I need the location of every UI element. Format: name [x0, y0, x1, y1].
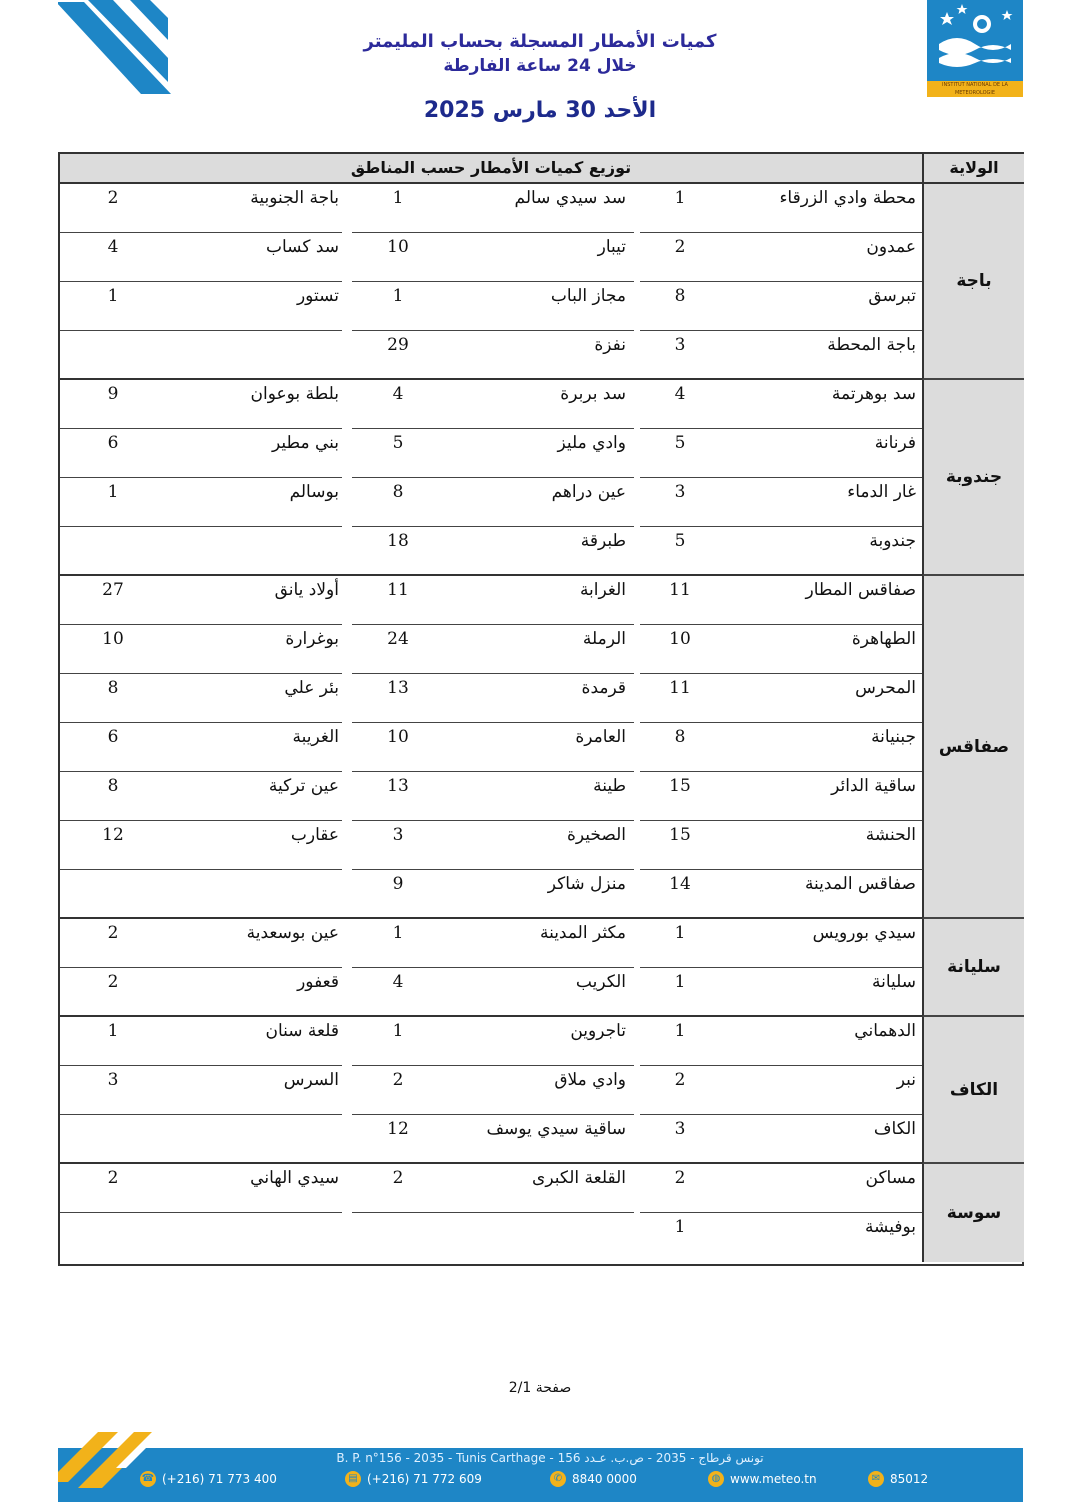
- rainfall-value: 8: [674, 727, 686, 747]
- table-header-wilaya: الولاية: [922, 154, 1024, 184]
- rainfall-value: 2: [107, 972, 119, 992]
- rainfall-value: 2: [674, 1168, 686, 1188]
- station-name: عقارب: [290, 825, 339, 845]
- station-name: سد بوهرتمة: [831, 384, 916, 404]
- rainfall-value: 1: [392, 286, 404, 306]
- station-name: جندوبة: [869, 531, 916, 551]
- report-date: الأحد 30 مارس 2025: [423, 98, 657, 123]
- table-row: [60, 1066, 922, 1115]
- station-name: قعفور: [297, 972, 339, 992]
- station-name: سد سيدي سالم: [514, 188, 626, 208]
- table-row: [60, 1115, 922, 1164]
- rainfall-value: 4: [392, 384, 404, 404]
- contact-sms[interactable]: ✉ 85012: [868, 1471, 928, 1487]
- rainfall-value: 2: [392, 1168, 404, 1188]
- station-name: مساكن: [865, 1168, 916, 1188]
- station-name: نفزة: [594, 335, 626, 355]
- rainfall-value: 9: [107, 384, 119, 404]
- station-name: بوغرارة: [285, 629, 339, 649]
- rainfall-value: 10: [387, 237, 409, 257]
- station-name: قلعة سنان: [265, 1021, 339, 1041]
- table-row: [60, 478, 922, 527]
- station-name: محطة وادي الزرقاء: [779, 188, 916, 208]
- table-row: [60, 184, 922, 233]
- rainfall-value: 12: [102, 825, 124, 845]
- station-name: فرنانة: [874, 433, 916, 453]
- station-name: سيدي الهاني: [250, 1168, 339, 1188]
- station-name: بئر علي: [284, 678, 339, 698]
- table-row: [60, 919, 922, 968]
- rainfall-value: 15: [669, 825, 691, 845]
- rainfall-value: 3: [392, 825, 404, 845]
- table-row: [60, 772, 922, 821]
- station-name: تبرسق: [868, 286, 916, 306]
- station-name: وادي ملاق: [554, 1070, 626, 1090]
- rainfall-value: 29: [387, 335, 409, 355]
- wilaya-cell: سليانة: [922, 919, 1024, 1017]
- rainfall-value: 1: [392, 188, 404, 208]
- station-name: عين تركية: [268, 776, 339, 796]
- rainfall-value: 1: [107, 286, 119, 306]
- table-row: [60, 1213, 922, 1262]
- station-name: صفاقس المدينة: [804, 874, 916, 894]
- station-name: مجاز الباب: [550, 286, 626, 306]
- report-subtitle: خلال 24 ساعة الفارطة: [443, 56, 637, 76]
- wilaya-cell: جندوبة: [922, 380, 1024, 576]
- station-name: العامرة: [575, 727, 626, 747]
- table-row: [60, 968, 922, 1017]
- rainfall-value: 11: [387, 580, 409, 600]
- table-row: [60, 233, 922, 282]
- footer-contacts: [140, 1471, 1020, 1493]
- station-name: الطهاهرة: [851, 629, 916, 649]
- station-name: القلعة الكبرى: [532, 1168, 626, 1188]
- rainfall-value: 3: [107, 1070, 119, 1090]
- sun-wave-emblem-icon: [927, 0, 1023, 80]
- rainfall-value: 1: [674, 188, 686, 208]
- contact-call-center[interactable]: ✆ 8840 0000: [550, 1471, 637, 1487]
- rainfall-value: 5: [674, 433, 686, 453]
- rainfall-value: 6: [107, 433, 119, 453]
- rainfall-value: 2: [107, 1168, 119, 1188]
- rainfall-value: 10: [102, 629, 124, 649]
- station-name: عين بوسعدية: [246, 923, 339, 943]
- rainfall-value: 2: [107, 188, 119, 208]
- station-name: باجة المحطة: [827, 335, 916, 355]
- rainfall-table: [58, 152, 1024, 1266]
- station-name: قرمدة: [581, 678, 626, 698]
- station-name: ساقية الدائر: [831, 776, 916, 796]
- rainfall-value: 13: [387, 678, 409, 698]
- station-name: نبر: [896, 1070, 916, 1090]
- wilaya-cell: الكاف: [922, 1017, 1024, 1164]
- rainfall-value: 24: [387, 629, 409, 649]
- footer-address: B. P. n°156 - 2035 - Tunis Carthage - تونس قرطاج - 2035 - ص.ب. عـدد 156: [336, 1451, 764, 1465]
- table-row: [60, 625, 922, 674]
- station-name: السرس: [283, 1070, 339, 1090]
- station-name: سليانة: [871, 972, 916, 992]
- station-name: تستور: [296, 286, 339, 306]
- station-name: تاجروين: [570, 1021, 626, 1041]
- rainfall-value: 11: [669, 580, 691, 600]
- rainfall-value: 3: [674, 482, 686, 502]
- rainfall-value: 8: [674, 286, 686, 306]
- station-name: بني مطير: [272, 433, 339, 453]
- rainfall-value: 1: [392, 923, 404, 943]
- station-name: بوسالم: [289, 482, 339, 502]
- table-row: [60, 821, 922, 870]
- rainfall-value: 2: [392, 1070, 404, 1090]
- rainfall-value: 1: [674, 1217, 686, 1237]
- station-name: سد بربرة: [560, 384, 626, 404]
- rainfall-value: 6: [107, 727, 119, 747]
- station-name: الكاف: [873, 1119, 916, 1139]
- table-row: [60, 380, 922, 429]
- phone-icon: ☎: [140, 1471, 156, 1487]
- station-name: بلطة بوعوان: [250, 384, 339, 404]
- table-row: [60, 527, 922, 576]
- rainfall-value: 4: [107, 237, 119, 257]
- table-header-distribution: توزيع كميات الأمطار حسب المناطق: [60, 154, 922, 184]
- rainfall-value: 11: [669, 678, 691, 698]
- globe-icon: ◍: [708, 1471, 724, 1487]
- station-name: الصخيرة: [566, 825, 626, 845]
- station-name: الغرابة: [579, 580, 626, 600]
- table-row: [60, 282, 922, 331]
- station-name: باجة الجنوبية: [250, 188, 339, 208]
- report-title: كميات الأمطار المسجلة بحساب المليمتر: [363, 31, 717, 52]
- rainfall-value: 2: [674, 237, 686, 257]
- station-name: جبنيانة: [871, 727, 916, 747]
- station-name: عمدون: [866, 237, 916, 257]
- rainfall-value: 2: [674, 1070, 686, 1090]
- table-row: [60, 1017, 922, 1066]
- contact-phone[interactable]: ☎ (+216) 71 773 400: [141, 1472, 277, 1486]
- rainfall-value: 1: [674, 1021, 686, 1041]
- contact-website[interactable]: ◍ www.meteo.tn: [708, 1471, 817, 1487]
- wilaya-cell: صفاقس: [922, 576, 1024, 919]
- station-name: غار الدماء: [847, 482, 916, 502]
- rainfall-value: 27: [102, 580, 124, 600]
- station-name: الحنشة: [865, 825, 916, 845]
- station-name: بوفيشة: [864, 1217, 916, 1237]
- station-name: صفاقس المطار: [805, 580, 916, 600]
- station-name: منزل شاكر: [547, 874, 626, 894]
- table-row: [60, 331, 922, 380]
- station-name: الرملة: [582, 629, 626, 649]
- call-center-icon: ✆: [550, 1471, 566, 1487]
- station-name: سيدي بورويس: [812, 923, 916, 943]
- rainfall-value: 5: [674, 531, 686, 551]
- rainfall-value: 5: [392, 433, 404, 453]
- station-name: الغريبة: [292, 727, 339, 747]
- rainfall-value: 10: [669, 629, 691, 649]
- rainfall-value: 2: [107, 923, 119, 943]
- rainfall-value: 8: [107, 776, 119, 796]
- rainfall-value: 4: [674, 384, 686, 404]
- station-name: عين دراهم: [551, 482, 626, 502]
- station-name: المحرس: [855, 678, 916, 698]
- table-row: [60, 674, 922, 723]
- logo-caption-band: INSTITUT NATIONAL DE LA METEOROLOGIE: [927, 81, 1023, 97]
- rainfall-value: 1: [674, 972, 686, 992]
- rainfall-value: 9: [392, 874, 404, 894]
- rainfall-value: 1: [107, 1021, 119, 1041]
- rainfall-value: 13: [387, 776, 409, 796]
- station-name: ساقية سيدي يوسف: [486, 1119, 626, 1139]
- rainfall-value: 18: [387, 531, 409, 551]
- rainfall-value: 1: [674, 923, 686, 943]
- fax-icon: ▤: [345, 1471, 361, 1487]
- rainfall-value: 15: [669, 776, 691, 796]
- rainfall-value: 8: [392, 482, 404, 502]
- station-name: وادي مليز: [557, 433, 626, 453]
- rainfall-value: 12: [387, 1119, 409, 1139]
- rainfall-value: 4: [392, 972, 404, 992]
- rainfall-value: 1: [107, 482, 119, 502]
- wilaya-cell: باجة: [922, 184, 1024, 380]
- station-name: الكريب: [575, 972, 626, 992]
- rainfall-value: 8: [107, 678, 119, 698]
- inm-logo: [927, 0, 1023, 97]
- table-row: [60, 576, 922, 625]
- contact-fax[interactable]: ▤ (+216) 71 772 609: [345, 1471, 482, 1487]
- rainfall-value: 1: [392, 1021, 404, 1041]
- page-number: صفحة 2/1: [508, 1380, 572, 1396]
- station-name: تيبار: [597, 237, 626, 257]
- sms-icon: ✉: [868, 1471, 884, 1487]
- station-name: سد كساب: [265, 237, 339, 257]
- table-row: [60, 723, 922, 772]
- rainfall-value: 3: [674, 1119, 686, 1139]
- station-name: مكثر المدينة: [539, 923, 626, 943]
- station-name: طينة: [593, 776, 626, 796]
- stripes-logo-left: [58, 0, 173, 100]
- table-row: [60, 429, 922, 478]
- rainfall-value: 14: [669, 874, 691, 894]
- station-name: أولاد يانق: [274, 580, 339, 600]
- station-name: الدهماني: [854, 1021, 916, 1041]
- rainfall-value: 10: [387, 727, 409, 747]
- station-name: طبرقة: [580, 531, 626, 551]
- table-row: [60, 870, 922, 919]
- wilaya-cell: سوسة: [922, 1164, 1024, 1262]
- table-row: [60, 1164, 922, 1213]
- rainfall-value: 3: [674, 335, 686, 355]
